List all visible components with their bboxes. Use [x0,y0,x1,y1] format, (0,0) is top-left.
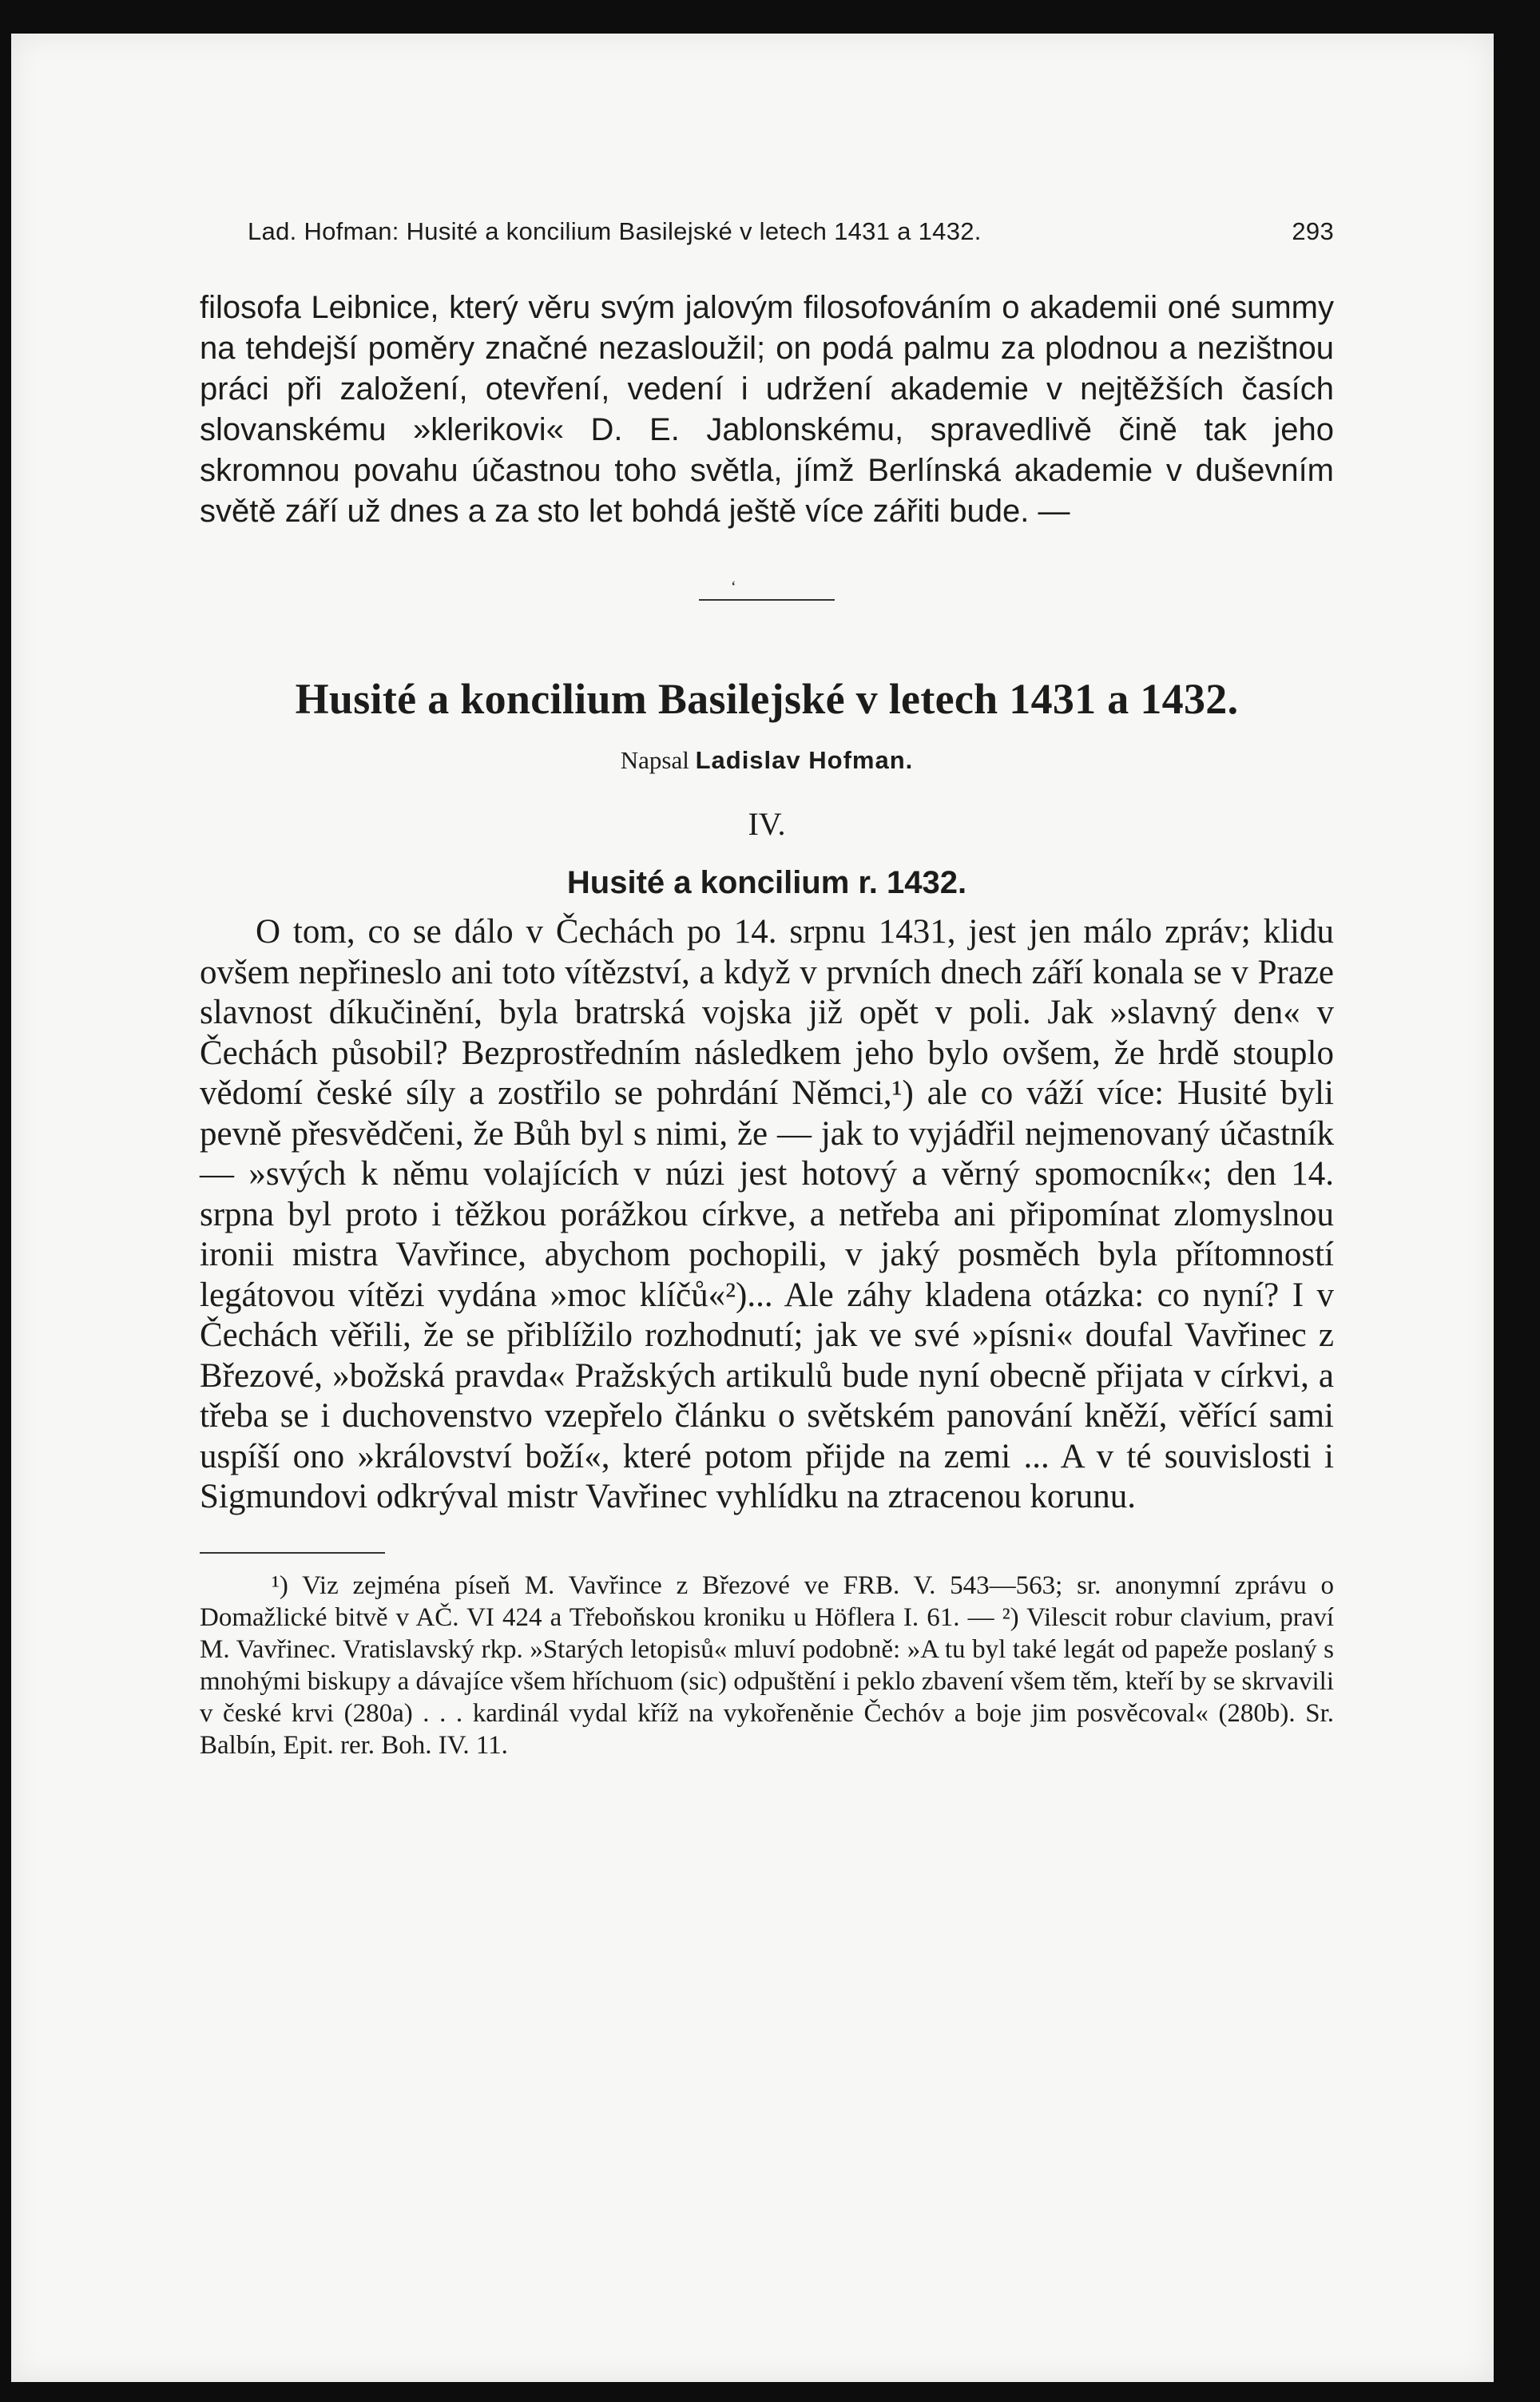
footnotes: ¹) Viz zejména píseň M. Vavřince z Březové ve FRB. V. 543—563; sr. anonymní zprávu o Domažlické bitvě v AČ. VI 424 a Třeboňskou kroniku u Höflera I. 61. — ²) Vilescit robur clavium, praví M. Vavřinec. Vratislavský rkp. »Starých letopisů« mluví podobně: »A tu byl také legát od papeže poslaný s mnohými biskupy a dávajíce všem hříchuom (sic) odpuštění i peklo zbavení všem těm, kteří by se skrvavili v české krvi (280a) . . . kardinál vydal kříž na vykořeněnie Čechóv a boje jim posvěcoval« (280b). Sr. Balbín, Epit. rer. Boh. IV. 11. [200,1570,1334,1760]
byline [200,746,1334,775]
author-name: Ladislav Hofman. [695,746,914,774]
footnote-rule [200,1552,385,1554]
separator-mark: ʻ [731,578,736,596]
body-paragraph: O tom, co se dálo v Čechách po 14. srpnu 1431, jest jen málo zpráv; klidu ovšem nepřineslo ani toto vítězství, a když v prvních dnech září konala se v Praze slavnost díkučinění, byla bratrská vojska již opět v poli. Jak »slavný den« v Čechách působil? Bezprostředním následkem jeho bylo ovšem, že hrdě stouplo vědomí české síly a zostřilo se pohrdání Němci,¹) ale co váží více: Husité byli pevně přesvědčeni, že Bůh byl s nimi, že — jak to vyjádřil nejmenovaný účastník — »svých k němu volajících v núzi jest hotový a věrný spomocník«; den 14. srpna byl proto i těžkou porážkou církve, a netřeba ani připomínat zlomyslnou ironii mistra Vavřince, abychom pochopili, v jaký posměch byla přítomností legátovou vítězi vydána »moc klíčů«²)... Ale záhy kladena otázka: co nyní? I v Čechách věřili, že se přiblížilo rozhodnutí; jak ve své »písni« doufal Vavřinec z Březové, »božská pravda« Pražských artikulů bude nyní obecně přijata v církvi, a třeba se i duchovenstvo vzepřelo článku o světském panování kněží, věřící sami uspíší ono »království boží«, které potom přijde na zemi ... A v té souvislosti i Sigmundovi odkrýval mistr Vavřinec vyhlídku na ztracenou korunu. [200,913,1334,1515]
section-subtitle: Husité a koncilium r. 1432. [566,865,967,900]
running-head-title: Lad. Hofman: Husité a koncilium Basilejské v letech 1431 a 1432. [248,217,982,245]
article-title: Husité a koncilium Basilejské v letech 1431 a 1432. [295,675,1239,723]
section-number: IV. [748,806,786,842]
section-separator [699,578,835,601]
page-content [200,217,1334,1788]
page-number: 293 [1292,217,1334,245]
intro-paragraph: filosofa Leibnice, který věru svým jalovým filosofováním o akademii oné summy na tehdejší poměry značné nezasloužil; on podá palmu za plodnou a nezištnou práci při založení, otevření, vedení i udržení akademie v nejtěžších časích slovanskému »klerikovi« D. E. Jablonskému, spravedlivě čině tak jeho skromnou povahu účastnou toho světla, jímž Berlínská akademie v duševním světě září už dnes a za sto let bohdá ještě více zářiti bude. — [200,290,1334,529]
scanned-page [11,34,1494,2382]
running-head [248,217,1334,246]
byline-prefix: Napsal [620,746,689,774]
